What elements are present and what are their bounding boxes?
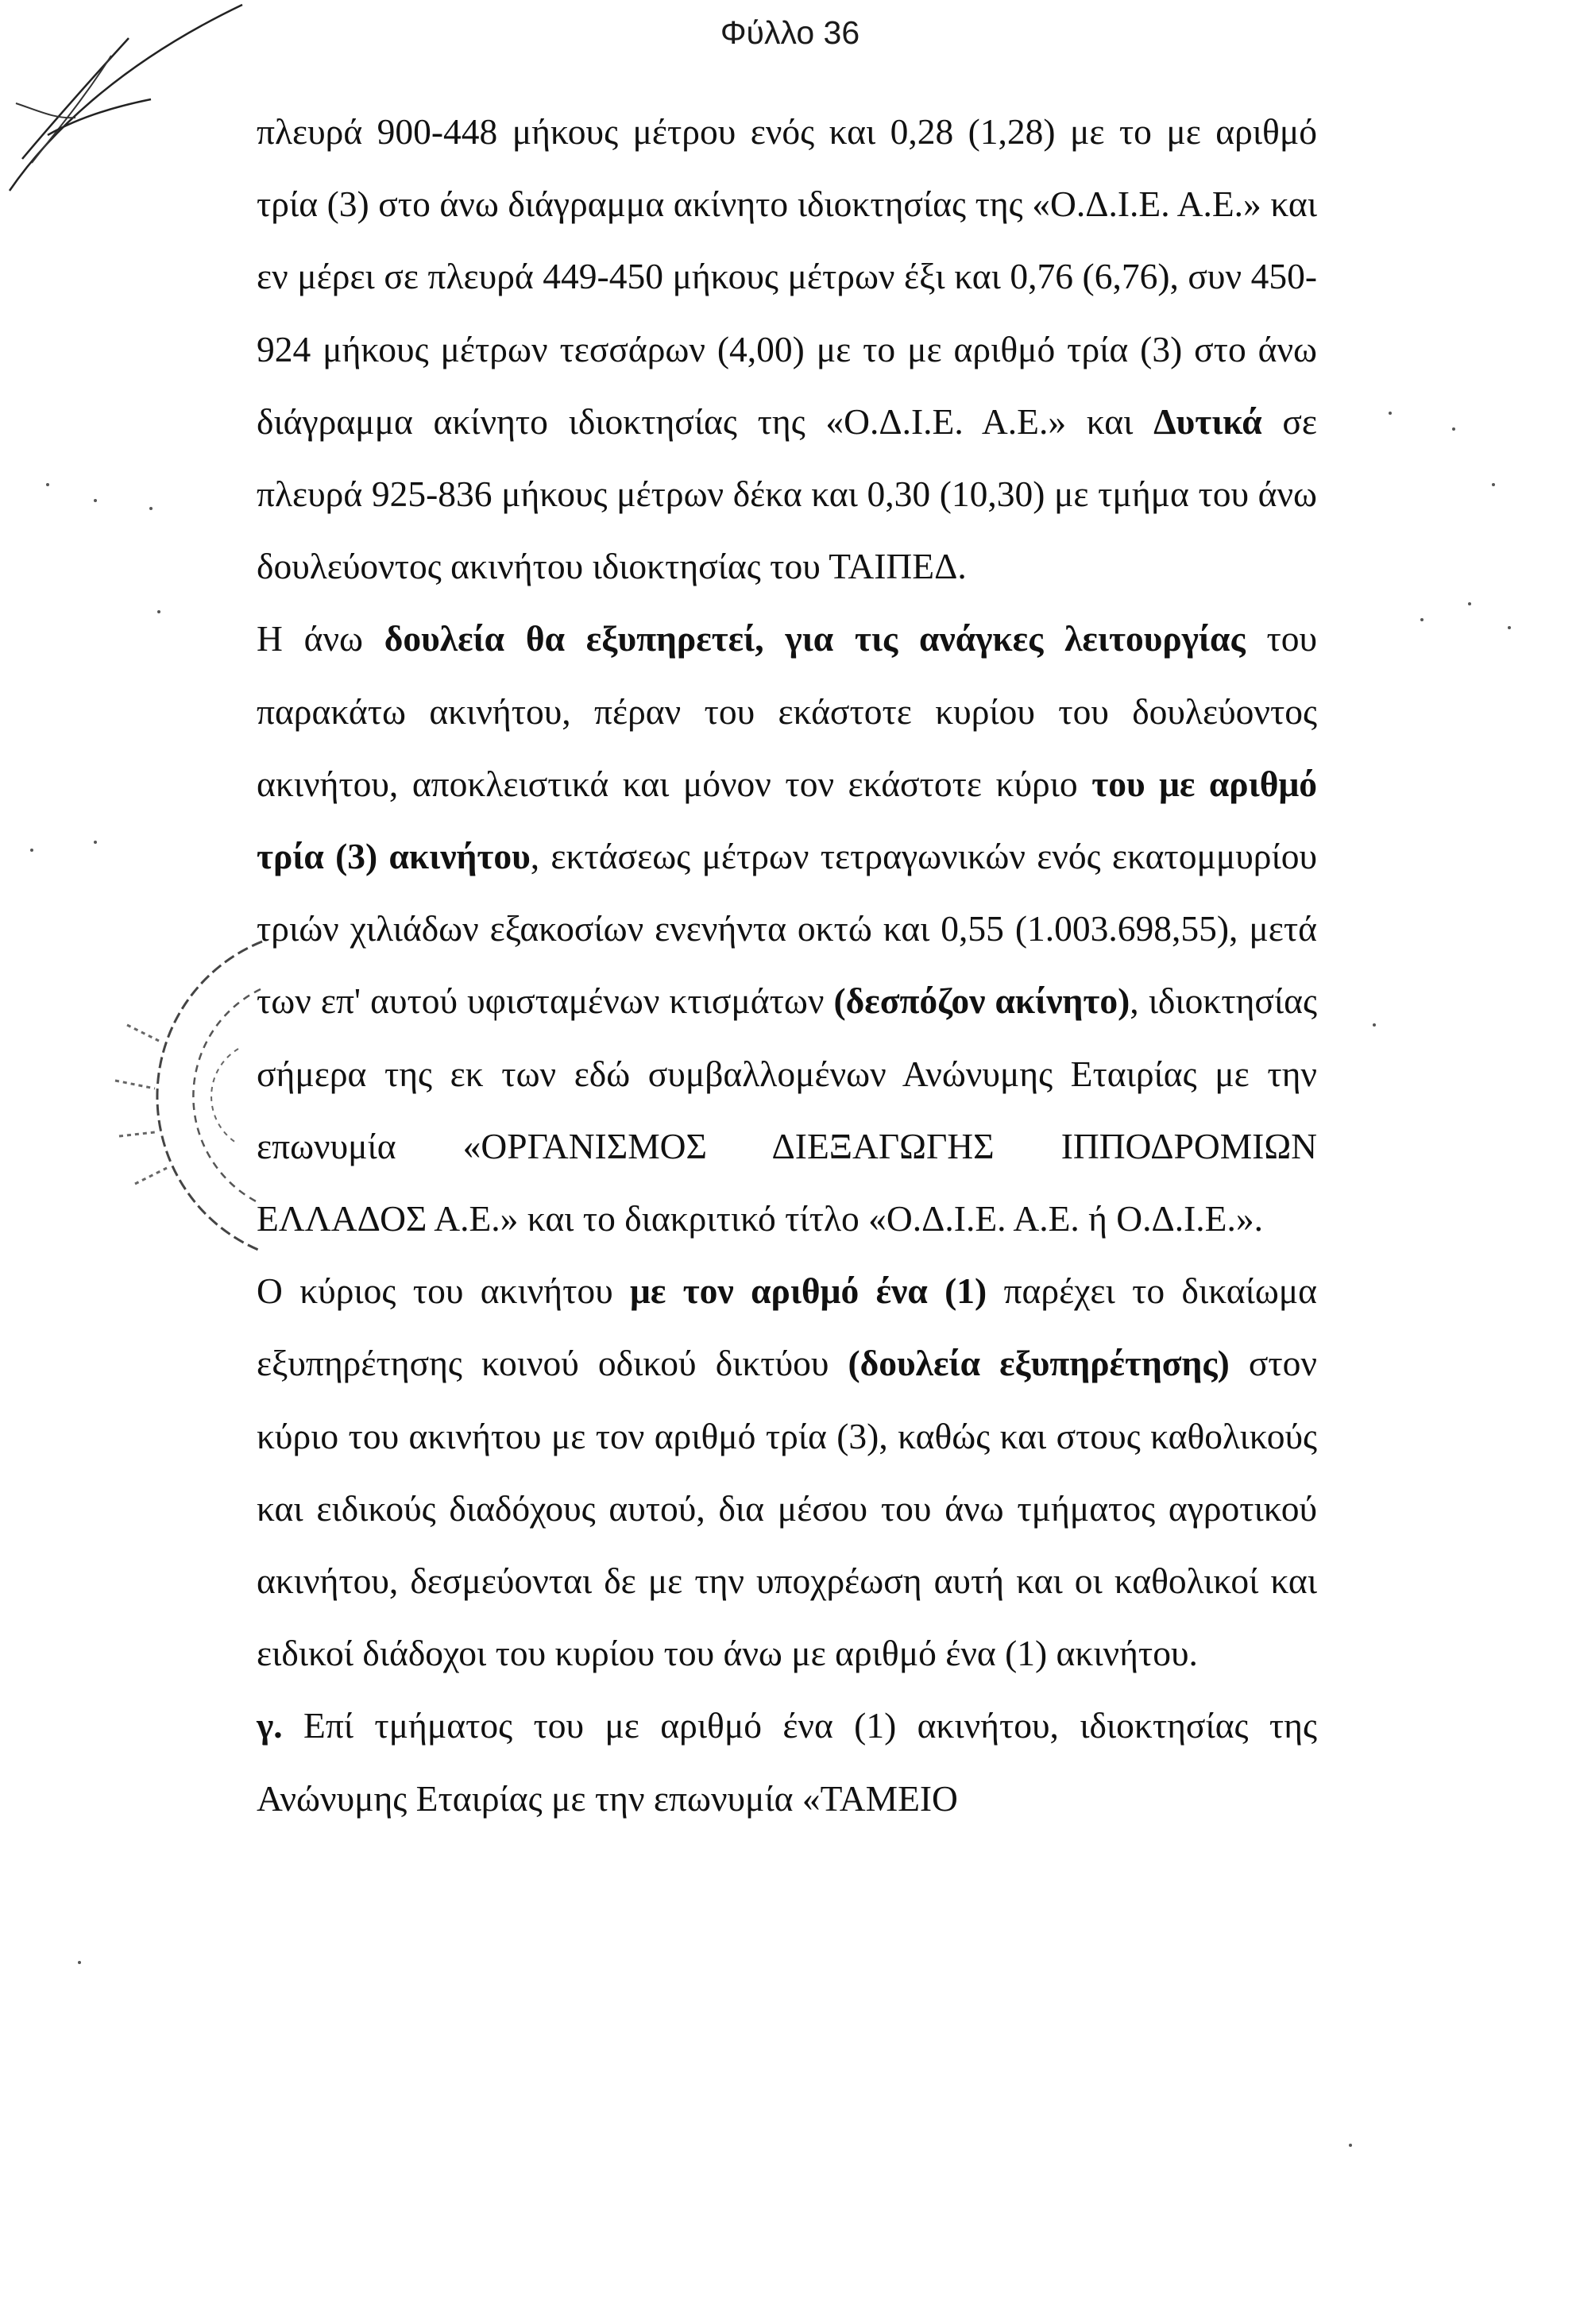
paragraph-servitude-beneficiary: Η άνω δουλεία θα εξυπηρετεί, για τις ανάγκες λειτουργίας του παρακάτω ακινήτου, πέραν του εκάστοτε κυρίου του δουλεύοντος ακινήτου, αποκλειστικά και μόνον τον εκάστοτε κύριο του με αριθμό τρία (3) ακινήτου, εκτάσεως μέτρων τετραγωνικών ενός εκατομμυρίου τριών χιλιάδων εξακοσίων ενενήντα οκτώ και 0,55 (1.003.698,55), μετά των επ' αυτού υφισταμένων κτισμάτων (δεσπόζον ακίνητο), ιδιοκτησίας σήμερα της εκ των εδώ συμβαλλομένων Ανώνυμης Εταιρίας με την επωνυμία «ΟΡΓΑΝΙΣΜΟΣ ΔΙΕΞΑΓΩΓΗΣ ΙΠΠΟΔΡΟΜΙΩΝ ΕΛΛΑΔΟΣ Α.Ε.» και το διακριτικό τίτλο «Ο.Δ.Ι.Ε. Α.Ε. ή Ο.Δ.Ι.Ε.». — [257, 618, 1318, 1239]
document-body — [257, 95, 1317, 1835]
paragraph-boundaries: πλευρά 900-448 μήκους μέτρου ενός και 0,28 (1,28) με το με αριθμό τρία (3) στο άνω διάγραμμα ακίνητο ιδιοκτησίας της «Ο.Δ.Ι.Ε. Α.Ε.» και εν μέρει σε πλευρά 449-450 μήκους μέτρων έξι και 0,76 (6,76), συν 450-924 μήκους μέτρων τεσσάρων (4,00) με το με αριθμό τρία (3) στο άνω διάγραμμα ακίνητο ιδιοκτησίας της «Ο.Δ.Ι.Ε. Α.Ε.» και Δυτικά σε πλευρά 925-836 μήκους μέτρων δέκα και 0,30 (10,30) με τμήμα του άνω δουλεύοντος ακινήτου ιδιοκτησίας του ΤΑΙΠΕΔ. — [257, 111, 1317, 587]
section-letter: γ. — [257, 1705, 283, 1746]
bold-west: Δυτικά — [1153, 400, 1262, 442]
paragraph-road-access-right: Ο κύριος του ακινήτου με τον αριθμό ένα (1) παρέχει το δικαίωμα εξυπηρέτησης κοινού οδικού δικτύου (δουλεία εξυπηρέτησης) στον κύριο του ακινήτου με τον αριθμό τρία (3), καθώς και στους καθολικούς και ειδικούς διαδόχους αυτού, δια μέσου του άνω τμήματος αγροτικού ακινήτου, δεσμεύονται δε με την υποχρέωση αυτή και οι καθολικοί και ειδικοί διάδοχοι του κυρίου του άνω με αριθμό ένα (1) ακινήτου. — [257, 1270, 1318, 1674]
sheet-number: Φύλλο 36 — [720, 14, 860, 51]
paragraph-section-c: γ. Επί τμήματος του με αριθμό ένα (1) ακινήτου, ιδιοκτησίας της Ανώνυμης Εταιρίας με την επωνυμία «ΤΑΜΕΙΟ — [257, 1705, 1317, 1819]
